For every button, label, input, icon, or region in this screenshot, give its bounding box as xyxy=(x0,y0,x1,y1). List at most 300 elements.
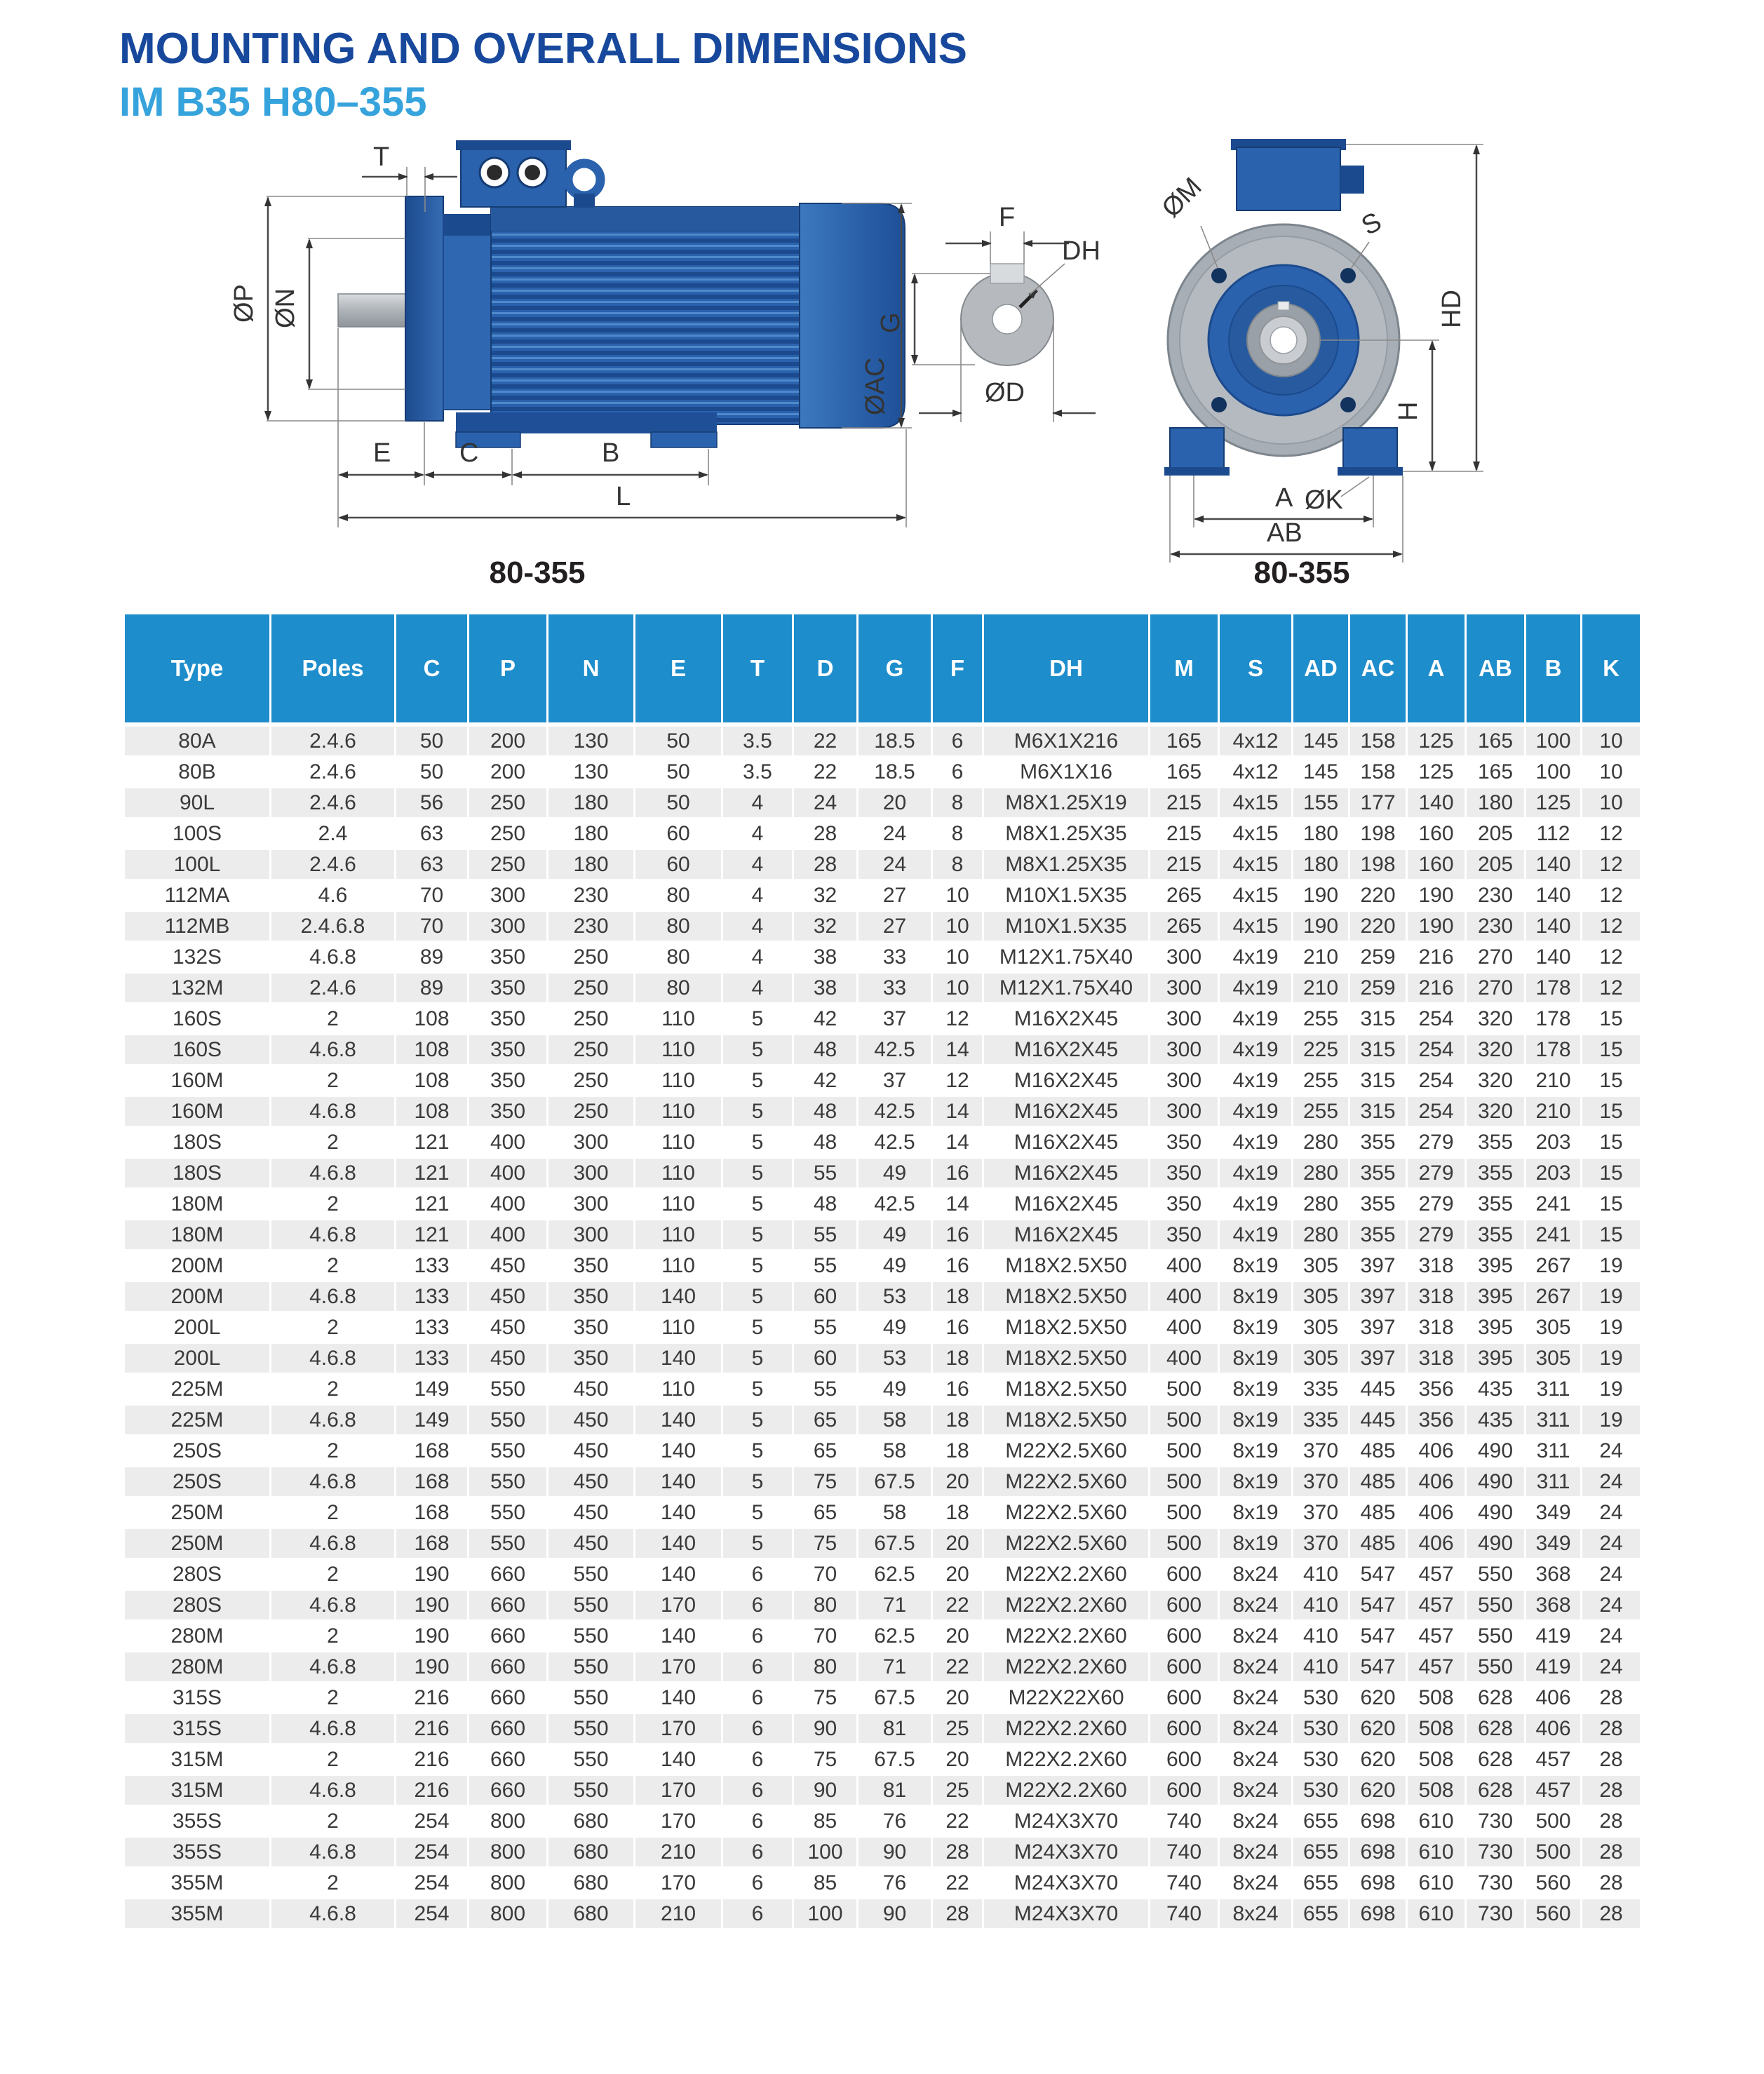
technical-drawings xyxy=(210,126,1683,596)
cell-e: 110 xyxy=(633,1159,721,1190)
dim-label-h: H xyxy=(1394,401,1423,421)
cell-ac: 220 xyxy=(1348,881,1406,912)
cell-e: 110 xyxy=(633,1375,721,1406)
cell-c: 254 xyxy=(394,1838,467,1868)
cell-n: 230 xyxy=(546,912,633,943)
cell-g: 58 xyxy=(856,1406,931,1436)
cell-c: 216 xyxy=(394,1776,467,1807)
cell-d: 48 xyxy=(792,1128,856,1159)
cell-b: 349 xyxy=(1524,1498,1580,1529)
cell-ab: 355 xyxy=(1465,1220,1524,1251)
cell-t: 6 xyxy=(721,1683,792,1714)
cell-e: 110 xyxy=(633,1251,721,1282)
cell-type: 200L xyxy=(125,1344,269,1375)
dim-label-c: C xyxy=(459,438,479,468)
cell-poles: 2 xyxy=(269,1436,394,1467)
cell-a: 190 xyxy=(1406,912,1465,943)
cell-d: 100 xyxy=(792,1838,856,1868)
cell-p: 800 xyxy=(467,1807,546,1838)
cell-c: 190 xyxy=(394,1560,467,1591)
cell-ad: 410 xyxy=(1291,1560,1348,1591)
cell-e: 110 xyxy=(633,1220,721,1251)
cell-t: 5 xyxy=(721,1467,792,1498)
cell-d: 22 xyxy=(792,757,856,788)
cell-dh: M18X2.5X50 xyxy=(982,1251,1148,1282)
cell-p: 350 xyxy=(467,1097,546,1128)
cell-k: 24 xyxy=(1580,1498,1640,1529)
cell-type: 280M xyxy=(125,1622,269,1652)
cell-poles: 4.6.8 xyxy=(269,1838,394,1868)
cell-m: 600 xyxy=(1148,1776,1218,1807)
column-header-ab: AB xyxy=(1465,614,1524,727)
cell-f: 20 xyxy=(931,1683,982,1714)
cell-type: 180M xyxy=(125,1220,269,1251)
cell-m: 265 xyxy=(1148,881,1218,912)
column-header-type: Type xyxy=(125,614,269,727)
cell-e: 140 xyxy=(633,1622,721,1652)
gland-connector xyxy=(1340,166,1364,194)
cell-g: 62.5 xyxy=(856,1622,931,1652)
cell-f: 8 xyxy=(931,819,982,850)
dim-label-s: S xyxy=(1356,206,1387,241)
cell-m: 300 xyxy=(1148,974,1218,1004)
cell-a: 160 xyxy=(1406,850,1465,881)
cell-ac: 355 xyxy=(1348,1190,1406,1220)
cell-a: 318 xyxy=(1406,1282,1465,1313)
cell-c: 108 xyxy=(394,1035,467,1066)
cell-ad: 280 xyxy=(1291,1128,1348,1159)
cell-n: 550 xyxy=(546,1683,633,1714)
cell-c: 133 xyxy=(394,1282,467,1313)
motor-drawings-svg xyxy=(210,126,1683,596)
cell-t: 6 xyxy=(721,1745,792,1776)
cell-p: 350 xyxy=(467,1035,546,1066)
cell-s: 8x19 xyxy=(1218,1467,1291,1498)
cell-e: 80 xyxy=(633,912,721,943)
cell-g: 24 xyxy=(856,819,931,850)
cell-c: 121 xyxy=(394,1220,467,1251)
cell-dh: M16X2X45 xyxy=(982,1220,1148,1251)
cell-type: 180S xyxy=(125,1159,269,1190)
cell-ac: 547 xyxy=(1348,1622,1406,1652)
cell-g: 81 xyxy=(856,1714,931,1745)
cell-p: 300 xyxy=(467,912,546,943)
cell-ac: 315 xyxy=(1348,1035,1406,1066)
cell-m: 215 xyxy=(1148,819,1218,850)
cell-a: 457 xyxy=(1406,1560,1465,1591)
cell-ad: 370 xyxy=(1291,1498,1348,1529)
cell-ad: 655 xyxy=(1291,1838,1348,1868)
cell-s: 4x15 xyxy=(1218,819,1291,850)
cell-t: 5 xyxy=(721,1004,792,1035)
cell-e: 140 xyxy=(633,1406,721,1436)
cell-k: 15 xyxy=(1580,1004,1640,1035)
cell-k: 12 xyxy=(1580,819,1640,850)
cell-type: 355M xyxy=(125,1899,269,1930)
table-row xyxy=(125,974,1640,1004)
cell-s: 8x24 xyxy=(1218,1714,1291,1745)
cell-ad: 305 xyxy=(1291,1344,1348,1375)
cell-f: 14 xyxy=(931,1035,982,1066)
cell-s: 8x19 xyxy=(1218,1251,1291,1282)
cell-b: 203 xyxy=(1524,1159,1580,1190)
cell-p: 660 xyxy=(467,1776,546,1807)
cell-f: 18 xyxy=(931,1498,982,1529)
cell-ad: 180 xyxy=(1291,819,1348,850)
cell-g: 24 xyxy=(856,850,931,881)
cell-d: 42 xyxy=(792,1004,856,1035)
cell-poles: 4.6.8 xyxy=(269,1406,394,1436)
cell-m: 400 xyxy=(1148,1282,1218,1313)
column-header-m: M xyxy=(1148,614,1218,727)
cell-k: 10 xyxy=(1580,757,1640,788)
cell-a: 279 xyxy=(1406,1190,1465,1220)
cell-type: 250M xyxy=(125,1529,269,1560)
cell-type: 112MB xyxy=(125,912,269,943)
cell-ac: 620 xyxy=(1348,1714,1406,1745)
cell-ab: 395 xyxy=(1465,1344,1524,1375)
cell-f: 14 xyxy=(931,1190,982,1220)
cell-g: 67.5 xyxy=(856,1529,931,1560)
cell-k: 15 xyxy=(1580,1097,1640,1128)
cell-f: 28 xyxy=(931,1838,982,1868)
cell-s: 8x24 xyxy=(1218,1807,1291,1838)
cell-ac: 698 xyxy=(1348,1838,1406,1868)
cell-ab: 270 xyxy=(1465,974,1524,1004)
cell-type: 160M xyxy=(125,1097,269,1128)
cell-type: 180M xyxy=(125,1190,269,1220)
cell-m: 600 xyxy=(1148,1622,1218,1652)
cell-t: 5 xyxy=(721,1282,792,1313)
cell-e: 110 xyxy=(633,1097,721,1128)
column-header-dh: DH xyxy=(982,614,1148,727)
cell-p: 400 xyxy=(467,1128,546,1159)
cell-b: 305 xyxy=(1524,1313,1580,1344)
column-header-d: D xyxy=(792,614,856,727)
cell-t: 5 xyxy=(721,1035,792,1066)
cell-k: 24 xyxy=(1580,1652,1640,1683)
cell-s: 8x19 xyxy=(1218,1529,1291,1560)
cell-type: 132M xyxy=(125,974,269,1004)
cell-t: 4 xyxy=(721,850,792,881)
cell-d: 28 xyxy=(792,850,856,881)
cell-f: 25 xyxy=(931,1776,982,1807)
table-row xyxy=(125,1251,1640,1282)
cell-ab: 435 xyxy=(1465,1375,1524,1406)
column-header-s: S xyxy=(1218,614,1291,727)
cell-k: 15 xyxy=(1580,1220,1640,1251)
table-row xyxy=(125,943,1640,974)
cell-t: 5 xyxy=(721,1436,792,1467)
cell-ac: 315 xyxy=(1348,1097,1406,1128)
cell-a: 508 xyxy=(1406,1776,1465,1807)
cell-ac: 397 xyxy=(1348,1313,1406,1344)
cell-b: 305 xyxy=(1524,1344,1580,1375)
cell-dh: M24X3X70 xyxy=(982,1868,1148,1899)
cell-e: 110 xyxy=(633,1004,721,1035)
cell-s: 8x24 xyxy=(1218,1776,1291,1807)
cell-s: 8x24 xyxy=(1218,1622,1291,1652)
cell-t: 5 xyxy=(721,1190,792,1220)
cell-p: 350 xyxy=(467,943,546,974)
cell-c: 168 xyxy=(394,1529,467,1560)
cell-dh: M22X22X60 xyxy=(982,1683,1148,1714)
cell-t: 5 xyxy=(721,1220,792,1251)
cell-p: 550 xyxy=(467,1375,546,1406)
cell-d: 75 xyxy=(792,1683,856,1714)
cell-poles: 4.6.8 xyxy=(269,1591,394,1622)
cell-ac: 445 xyxy=(1348,1375,1406,1406)
cell-m: 740 xyxy=(1148,1838,1218,1868)
column-header-t: T xyxy=(721,614,792,727)
cell-b: 457 xyxy=(1524,1776,1580,1807)
cell-t: 5 xyxy=(721,1313,792,1344)
cell-b: 267 xyxy=(1524,1251,1580,1282)
cell-k: 19 xyxy=(1580,1251,1640,1282)
cell-a: 457 xyxy=(1406,1591,1465,1622)
dim-label-g: G xyxy=(876,312,905,333)
cell-e: 140 xyxy=(633,1436,721,1467)
cell-m: 300 xyxy=(1148,1097,1218,1128)
cell-g: 42.5 xyxy=(856,1035,931,1066)
cell-ad: 530 xyxy=(1291,1683,1348,1714)
cell-e: 80 xyxy=(633,974,721,1004)
table-row xyxy=(125,912,1640,943)
cell-n: 550 xyxy=(546,1714,633,1745)
cell-ac: 259 xyxy=(1348,943,1406,974)
cell-m: 350 xyxy=(1148,1128,1218,1159)
cell-n: 350 xyxy=(546,1251,633,1282)
cell-g: 90 xyxy=(856,1838,931,1868)
cell-d: 60 xyxy=(792,1344,856,1375)
cell-poles: 2.4.6 xyxy=(269,757,394,788)
cell-g: 37 xyxy=(856,1066,931,1097)
cell-b: 457 xyxy=(1524,1745,1580,1776)
cell-t: 3.5 xyxy=(721,727,792,757)
cell-d: 32 xyxy=(792,881,856,912)
cell-p: 250 xyxy=(467,819,546,850)
cell-ac: 547 xyxy=(1348,1591,1406,1622)
cell-f: 25 xyxy=(931,1714,982,1745)
cell-d: 48 xyxy=(792,1190,856,1220)
cell-p: 350 xyxy=(467,1066,546,1097)
cell-s: 8x24 xyxy=(1218,1683,1291,1714)
page-subtitle: IM B35 H80–355 xyxy=(119,79,427,125)
cell-n: 130 xyxy=(546,757,633,788)
cell-t: 3.5 xyxy=(721,757,792,788)
cell-k: 12 xyxy=(1580,881,1640,912)
cell-type: 100L xyxy=(125,850,269,881)
cell-k: 28 xyxy=(1580,1899,1640,1930)
cell-e: 80 xyxy=(633,943,721,974)
cell-d: 90 xyxy=(792,1776,856,1807)
cell-f: 18 xyxy=(931,1282,982,1313)
cell-k: 12 xyxy=(1580,974,1640,1004)
keyway-notch xyxy=(1278,302,1289,310)
cell-ab: 490 xyxy=(1465,1436,1524,1467)
cell-p: 200 xyxy=(467,727,546,757)
cell-e: 170 xyxy=(633,1714,721,1745)
cell-d: 75 xyxy=(792,1529,856,1560)
cell-ad: 210 xyxy=(1291,943,1348,974)
cell-p: 660 xyxy=(467,1714,546,1745)
table-row xyxy=(125,1560,1640,1591)
page-title: MOUNTING AND OVERALL DIMENSIONS xyxy=(119,25,968,73)
flange xyxy=(405,196,443,421)
cell-n: 250 xyxy=(546,1004,633,1035)
cell-s: 4x15 xyxy=(1218,912,1291,943)
cell-ac: 397 xyxy=(1348,1282,1406,1313)
cell-f: 16 xyxy=(931,1251,982,1282)
cell-p: 250 xyxy=(467,850,546,881)
cell-t: 4 xyxy=(721,819,792,850)
cell-dh: M18X2.5X50 xyxy=(982,1282,1148,1313)
cell-k: 28 xyxy=(1580,1868,1640,1899)
cell-a: 190 xyxy=(1406,881,1465,912)
cell-e: 110 xyxy=(633,1035,721,1066)
cell-type: 132S xyxy=(125,943,269,974)
cell-d: 60 xyxy=(792,1282,856,1313)
cell-ab: 628 xyxy=(1465,1683,1524,1714)
cell-ad: 305 xyxy=(1291,1282,1348,1313)
cell-ac: 547 xyxy=(1348,1560,1406,1591)
cell-b: 140 xyxy=(1524,943,1580,974)
cell-t: 4 xyxy=(721,788,792,819)
table-row xyxy=(125,819,1640,850)
cell-f: 14 xyxy=(931,1097,982,1128)
cell-f: 22 xyxy=(931,1652,982,1683)
cell-poles: 2.4.6 xyxy=(269,850,394,881)
cell-m: 215 xyxy=(1148,788,1218,819)
cell-c: 50 xyxy=(394,727,467,757)
table-row xyxy=(125,1282,1640,1313)
cell-dh: M22X2.2X60 xyxy=(982,1745,1148,1776)
cell-p: 450 xyxy=(467,1282,546,1313)
cell-type: 225M xyxy=(125,1375,269,1406)
cell-ab: 320 xyxy=(1465,1035,1524,1066)
cell-c: 133 xyxy=(394,1251,467,1282)
cell-dh: M22X2.2X60 xyxy=(982,1622,1148,1652)
column-header-f: F xyxy=(931,614,982,727)
cell-s: 8x24 xyxy=(1218,1899,1291,1930)
cell-type: 200L xyxy=(125,1313,269,1344)
cell-p: 200 xyxy=(467,757,546,788)
cell-f: 16 xyxy=(931,1313,982,1344)
cell-ab: 320 xyxy=(1465,1004,1524,1035)
cell-s: 8x19 xyxy=(1218,1313,1291,1344)
cell-ac: 485 xyxy=(1348,1436,1406,1467)
cell-k: 19 xyxy=(1580,1344,1640,1375)
table-row xyxy=(125,881,1640,912)
cell-d: 55 xyxy=(792,1159,856,1190)
cell-ac: 485 xyxy=(1348,1467,1406,1498)
dim-label-ab: AB xyxy=(1267,518,1302,548)
cell-ad: 180 xyxy=(1291,850,1348,881)
cell-g: 81 xyxy=(856,1776,931,1807)
cell-dh: M16X2X45 xyxy=(982,1159,1148,1190)
cell-a: 406 xyxy=(1406,1529,1465,1560)
cell-g: 49 xyxy=(856,1313,931,1344)
cell-m: 350 xyxy=(1148,1190,1218,1220)
cell-ad: 530 xyxy=(1291,1745,1348,1776)
cell-b: 241 xyxy=(1524,1190,1580,1220)
cell-m: 740 xyxy=(1148,1899,1218,1930)
cell-c: 63 xyxy=(394,819,467,850)
cell-k: 19 xyxy=(1580,1282,1640,1313)
cell-m: 500 xyxy=(1148,1406,1218,1436)
cell-n: 550 xyxy=(546,1622,633,1652)
cell-dh: M22X2.5X60 xyxy=(982,1498,1148,1529)
cell-type: 315M xyxy=(125,1745,269,1776)
cell-g: 18.5 xyxy=(856,727,931,757)
cell-dh: M16X2X45 xyxy=(982,1035,1148,1066)
cell-g: 71 xyxy=(856,1591,931,1622)
cell-t: 4 xyxy=(721,881,792,912)
cell-c: 254 xyxy=(394,1899,467,1930)
cell-d: 38 xyxy=(792,943,856,974)
cell-a: 406 xyxy=(1406,1436,1465,1467)
cell-m: 500 xyxy=(1148,1436,1218,1467)
cell-type: 112MA xyxy=(125,881,269,912)
cell-ab: 550 xyxy=(1465,1622,1524,1652)
cell-t: 5 xyxy=(721,1066,792,1097)
table-row xyxy=(125,1190,1640,1220)
cell-b: 267 xyxy=(1524,1282,1580,1313)
cell-f: 16 xyxy=(931,1220,982,1251)
table-row xyxy=(125,1807,1640,1838)
cell-e: 140 xyxy=(633,1344,721,1375)
cell-b: 368 xyxy=(1524,1591,1580,1622)
cell-p: 660 xyxy=(467,1745,546,1776)
cell-k: 19 xyxy=(1580,1313,1640,1344)
cell-type: 315M xyxy=(125,1776,269,1807)
cell-poles: 4.6 xyxy=(269,881,394,912)
cell-dh: M18X2.5X50 xyxy=(982,1406,1148,1436)
cell-c: 70 xyxy=(394,881,467,912)
cell-b: 100 xyxy=(1524,727,1580,757)
cell-a: 216 xyxy=(1406,943,1465,974)
cell-d: 42 xyxy=(792,1066,856,1097)
dim-label-k: ØK xyxy=(1305,485,1343,515)
cell-m: 740 xyxy=(1148,1807,1218,1838)
cell-n: 180 xyxy=(546,788,633,819)
side-view-caption: 80-355 xyxy=(489,555,586,590)
cell-p: 250 xyxy=(467,788,546,819)
cell-d: 24 xyxy=(792,788,856,819)
cell-f: 12 xyxy=(931,1004,982,1035)
cell-poles: 2.4.6 xyxy=(269,974,394,1004)
cell-n: 250 xyxy=(546,974,633,1004)
cell-s: 4x19 xyxy=(1218,1097,1291,1128)
cell-m: 215 xyxy=(1148,850,1218,881)
cell-d: 55 xyxy=(792,1220,856,1251)
cell-g: 27 xyxy=(856,912,931,943)
cell-b: 349 xyxy=(1524,1529,1580,1560)
cell-c: 168 xyxy=(394,1436,467,1467)
cell-k: 10 xyxy=(1580,788,1640,819)
cell-dh: M22X2.2X60 xyxy=(982,1776,1148,1807)
cell-f: 20 xyxy=(931,1622,982,1652)
cell-a: 610 xyxy=(1406,1838,1465,1868)
cell-ac: 315 xyxy=(1348,1004,1406,1035)
cell-a: 279 xyxy=(1406,1128,1465,1159)
cell-ad: 305 xyxy=(1291,1313,1348,1344)
cell-t: 5 xyxy=(721,1128,792,1159)
cell-c: 254 xyxy=(394,1807,467,1838)
rear-foot xyxy=(651,432,717,447)
cell-g: 27 xyxy=(856,881,931,912)
cell-f: 22 xyxy=(931,1868,982,1899)
